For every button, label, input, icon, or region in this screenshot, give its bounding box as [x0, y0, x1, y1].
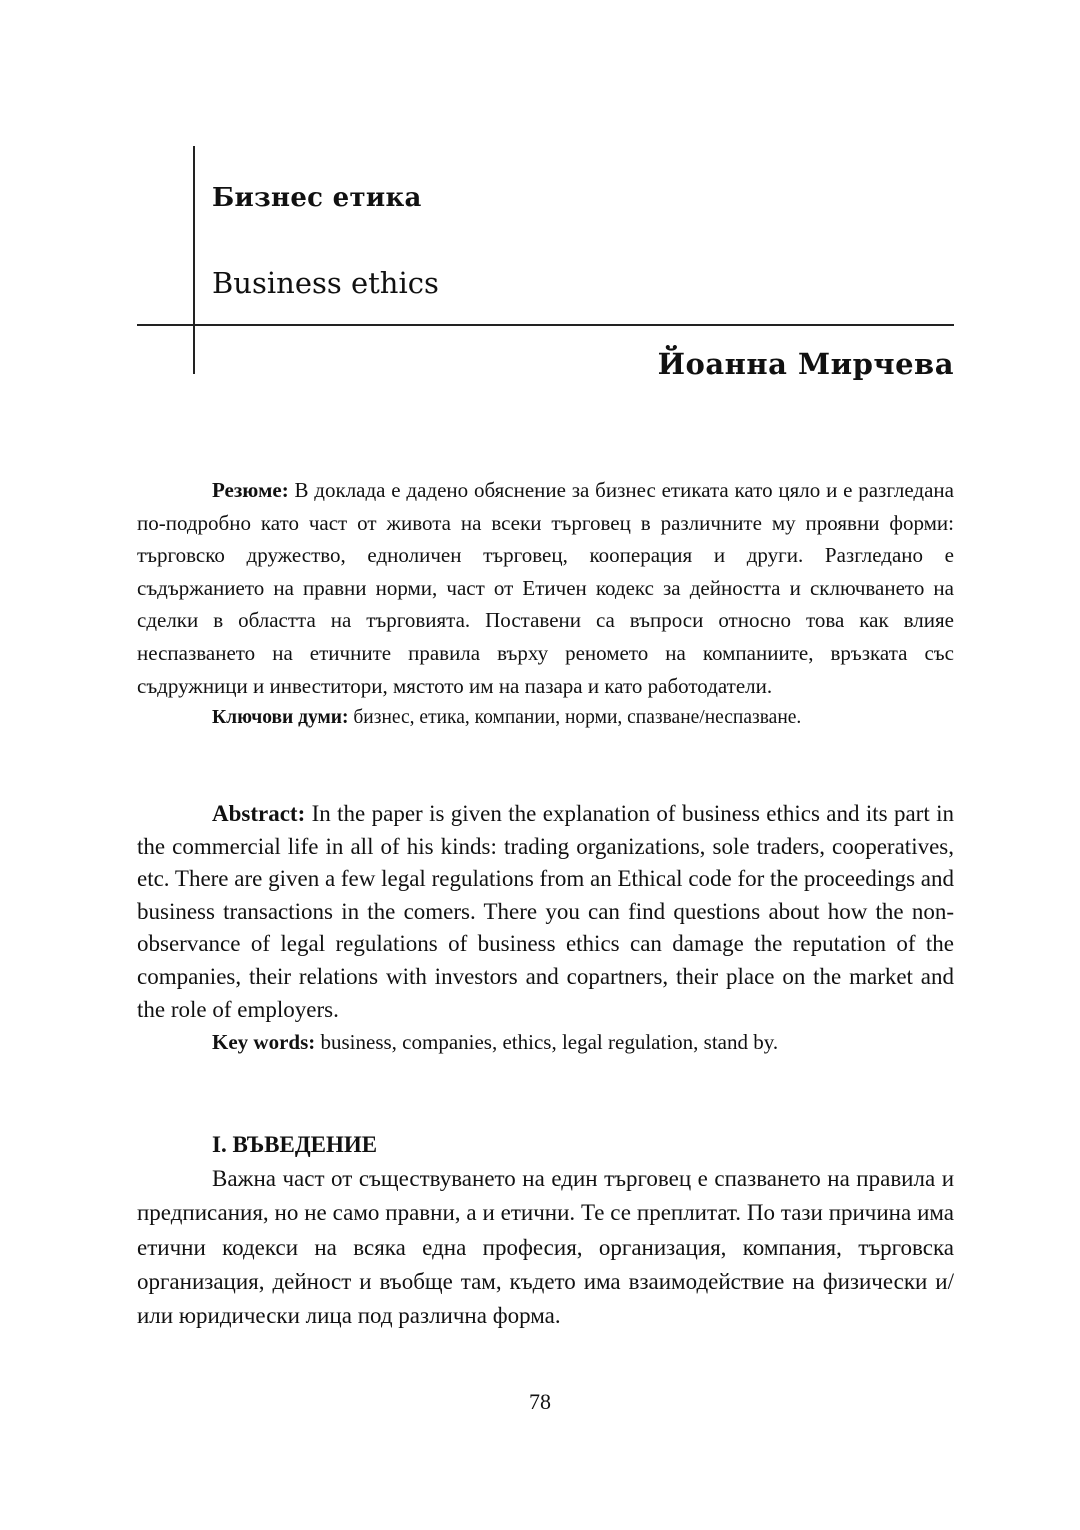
keywords-bulgarian-label: Ключови думи:	[212, 707, 349, 729]
introduction-paragraph: Важна част от съществуването на един търговец е спазването на правила и предписания, но не само правни, а и етични. Те се преплитат. По тази причина има етични кодекси на всяка една професия, организация, компания, търговска организация, дейност и въобще там, където има взаимодействие на физически и/или юридически лица под различна форма.	[137, 1166, 954, 1329]
header-horizontal-rule	[137, 324, 954, 326]
paper-title-english: Business ethics	[212, 266, 439, 300]
abstract-english-paragraph	[137, 798, 954, 1026]
abstract-english-label: Abstract:	[212, 801, 306, 826]
introduction-heading: I. ВЪВЕДЕНИЕ	[212, 1132, 378, 1157]
page-number: 78	[529, 1389, 551, 1414]
keywords-bulgarian-text: бизнес, етика, компании, норми, спазване/неспазване.	[348, 707, 802, 729]
paper-title-bulgarian: Бизнес етика	[212, 183, 422, 213]
abstract-english	[137, 798, 954, 1059]
keywords-english-text: business, companies, ethics, legal regulation, stand by.	[315, 1030, 779, 1055]
abstract-bulgarian	[137, 474, 954, 735]
introduction-section	[137, 1128, 954, 1333]
abstract-english-text: In the paper is given the explanation of business ethics and its part in the commercial life in all of his kinds: trading organizations, sole traders, cooperatives, etc. There are given a few legal regulations from an Ethical code for the proceedings and business transactions in the comers. There you can find questions about how the non-observance of legal regulations of business ethics can damage the reputation of the companies, their relations with investors and copartners, their place on the market and the role of employers.	[137, 801, 954, 1022]
abstract-bulgarian-label: Резюме:	[212, 478, 289, 502]
keywords-english-label: Key words:	[212, 1030, 316, 1055]
header-vertical-rule	[193, 146, 195, 374]
abstract-bulgarian-paragraph	[137, 474, 954, 702]
keywords-bulgarian	[137, 702, 954, 735]
abstract-bulgarian-text: В доклада е дадено обяснение за бизнес етиката като цяло и е разгледана по-подробно като част от живота на всеки търговец в различните му проявни форми: търговско дружество, едноличен търговец, кооперация и други. Разгледано е съдържанието на правни норми, част от Етичен кодекс за дейността и сключването на сделки в областта на търговията. Поставени са въпроси относно това как влияе неспазването на етичните правила върху реномето на компаниите, връзката със съдружници и инвеститори, мястото им на пазара и като работодатели.	[137, 478, 954, 698]
keywords-english	[137, 1026, 954, 1059]
author-name: Йоанна Мирчева	[657, 347, 954, 381]
